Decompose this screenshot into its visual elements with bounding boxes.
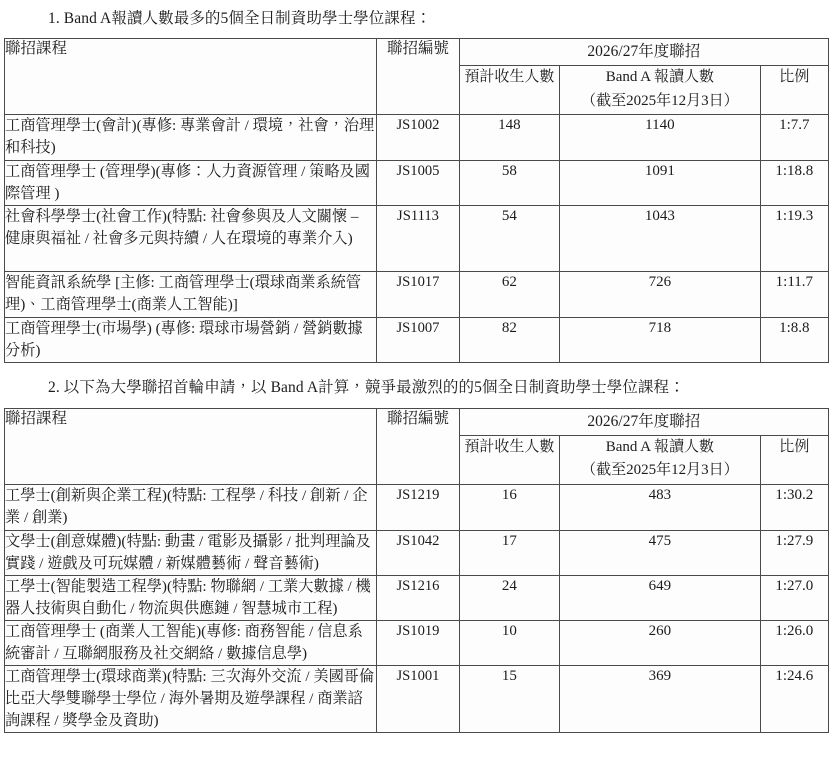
cell-band-a: 260: [560, 621, 761, 666]
table-row: [5, 272, 829, 317]
cell-intake: 10: [459, 621, 559, 666]
cell-course: 工商管理學士 (商業人工智能)(專修: 商務智能 / 信息系統審計 / 互聯網服務及社交網絡 / 數據信息學): [5, 621, 377, 666]
cell-band-a: 649: [560, 576, 761, 621]
cell-course: 社會科學學士(社會工作)(特點: 社會參與及人文關懷 – 健康與福祉 / 社會多元與持續 / 人在環境的專業介入): [5, 206, 377, 272]
cell-ratio: 1:24.6: [760, 666, 828, 733]
section-1-heading: 1. Band A報讀人數最多的5個全日制資助學士學位課程：: [48, 10, 432, 27]
header-ratio: 比例: [760, 66, 828, 115]
table-row: [5, 621, 829, 666]
band-a-most-applicants-table: [4, 38, 829, 362]
cell-intake: 54: [459, 206, 559, 272]
table-header: [5, 39, 829, 115]
cell-code: JS1001: [377, 666, 459, 733]
cell-intake: 58: [459, 161, 559, 206]
cell-ratio: 1:27.9: [760, 530, 828, 575]
cell-intake: 17: [459, 530, 559, 575]
cell-ratio: 1:30.2: [760, 484, 828, 530]
cell-ratio: 1:11.7: [760, 272, 828, 317]
cell-band-a: 1140: [560, 115, 761, 161]
header-band-a-line1: Band A 報讀人數: [605, 69, 715, 86]
cell-ratio: 1:26.0: [760, 621, 828, 666]
cell-intake: 16: [459, 484, 559, 530]
cell-code: JS1017: [377, 272, 459, 317]
header-ratio: 比例: [760, 435, 828, 484]
cell-code: JS1219: [377, 484, 459, 530]
cell-code: JS1113: [377, 206, 459, 272]
table-row: [5, 317, 829, 362]
cell-course: 智能資訊系統學 [主修: 工商管理學士(環球商業系統管理)、工商管理學士(商業人工智能)]: [5, 272, 377, 317]
header-year-group: 2026/27年度聯招: [459, 408, 828, 435]
header-band-a-line2: （截至2025年12月3日）: [581, 462, 739, 479]
cell-intake: 148: [459, 115, 559, 161]
cell-band-a: 369: [560, 666, 761, 733]
cell-intake: 15: [459, 666, 559, 733]
cell-code: JS1007: [377, 317, 459, 362]
section-2-heading: 2. 以下為大學聯招首輪申請，以 Band A計算，競爭最激烈的的5個全日制資助學士學位課程：: [48, 378, 685, 396]
cell-band-a: 1091: [560, 161, 761, 206]
table-header-row-1: [5, 408, 829, 435]
header-band-a-line2: （截至2025年12月3日）: [581, 92, 739, 109]
cell-course: 工學士(創新與企業工程)(特點: 工程學 / 科技 / 創新 / 企業 / 創業): [5, 484, 377, 530]
cell-band-a: 726: [560, 272, 761, 317]
cell-course: 工商管理學士 (管理學)(專修：人力資源管理 / 策略及國際管理 ): [5, 161, 377, 206]
cell-ratio: 1:19.3: [760, 206, 828, 272]
header-intake: 預計收生人數: [459, 435, 559, 484]
table-row: [5, 576, 829, 621]
cell-intake: 62: [459, 272, 559, 317]
cell-code: JS1005: [377, 161, 459, 206]
header-code: 聯招編號: [377, 408, 459, 484]
cell-ratio: 1:27.0: [760, 576, 828, 621]
cell-course: 工學士(智能製造工程學)(特點: 物聯網 / 工業大數據 / 機器人技術與自動化 / 物流與供應鏈 / 智慧城市工程): [5, 576, 377, 621]
table-body: [5, 115, 829, 362]
table-body: [5, 484, 829, 732]
table-row: [5, 206, 829, 272]
table-header-row-1: [5, 39, 829, 66]
header-code: 聯招編號: [377, 39, 459, 115]
cell-band-a: 1043: [560, 206, 761, 272]
most-competitive-table: [4, 408, 829, 733]
header-band-a: [560, 435, 761, 484]
header-year-group: 2026/27年度聯招: [459, 39, 828, 66]
header-course: 聯招課程: [5, 408, 377, 484]
cell-band-a: 475: [560, 530, 761, 575]
cell-code: JS1019: [377, 621, 459, 666]
table-row: [5, 161, 829, 206]
table-row: [5, 115, 829, 161]
cell-intake: 82: [459, 317, 559, 362]
cell-ratio: 1:18.8: [760, 161, 828, 206]
cell-band-a: 483: [560, 484, 761, 530]
cell-band-a: 718: [560, 317, 761, 362]
cell-course: 文學士(創意媒體)(特點: 動畫 / 電影及攝影 / 批判理論及實踐 / 遊戲及可玩媒體 / 新媒體藝術 / 聲音藝術): [5, 530, 377, 575]
cell-code: JS1042: [377, 530, 459, 575]
cell-intake: 24: [459, 576, 559, 621]
cell-ratio: 1:8.8: [760, 317, 828, 362]
cell-code: JS1216: [377, 576, 459, 621]
cell-course: 工商管理學士(市場學) (專修: 環球市場營銷 / 營銷數據分析): [5, 317, 377, 362]
table-row: [5, 666, 829, 733]
header-band-a-line1: Band A 報讀人數: [605, 438, 715, 455]
header-course: 聯招課程: [5, 39, 377, 115]
table-row: [5, 484, 829, 530]
cell-code: JS1002: [377, 115, 459, 161]
cell-course: 工商管理學士(環球商業)(特點: 三次海外交流 / 美國哥倫比亞大學雙聯學士學位 / 海外暑期及遊學課程 / 商業諮詢課程 / 獎學金及資助): [5, 666, 377, 733]
cell-course: 工商管理學士(會計)(專修: 專業會計 / 環境，社會，治理和科技): [5, 115, 377, 161]
cell-ratio: 1:7.7: [760, 115, 828, 161]
table-header: [5, 408, 829, 484]
header-band-a: [560, 66, 761, 115]
header-intake: 預計收生人數: [459, 66, 559, 115]
table-row: [5, 530, 829, 575]
